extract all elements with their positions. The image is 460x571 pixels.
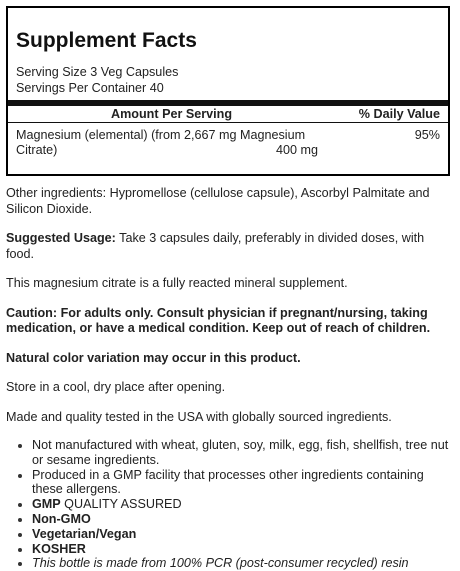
list-item-gmp xyxy=(32,497,454,512)
gmp-rest: QUALITY ASSURED xyxy=(60,497,182,512)
daily-value-header: % Daily Value xyxy=(358,107,440,121)
facts-header-row xyxy=(16,107,440,121)
nutrient-daily-value: 95% xyxy=(414,128,440,142)
nutrient-name: Magnesium (elemental) (from 2,667 mg Magnesium Citrate) xyxy=(16,128,306,157)
color-note: Natural color variation may occur in this product. xyxy=(6,350,301,365)
thin-divider xyxy=(8,122,448,123)
list-item-kosher: • KOSHER xyxy=(32,542,454,557)
serving-size: Serving Size 3 Veg Capsules xyxy=(16,65,179,79)
supplement-facts-panel xyxy=(6,6,450,176)
usage-text: Take 3 capsules daily, preferably in divided doses, with food. xyxy=(6,231,425,261)
suggested-usage xyxy=(6,231,454,262)
amount-per-serving-header: Amount Per Serving xyxy=(111,107,233,121)
list-item-allergens: • Not manufactured with wheat, gluten, soy, milk, egg, fish, shellfish, tree nut or sesame ingredients. xyxy=(32,438,454,468)
list-item-non-gmo: • Non-GMO xyxy=(32,512,454,527)
caution: Caution: For adults only. Consult physician if pregnant/nursing, taking medication, or have a medical condition. Keep out of reach of children. xyxy=(6,305,431,335)
usage-label: Suggested Usage: xyxy=(6,231,116,245)
gmp-bold: GMP xyxy=(32,497,61,512)
list-item-bottle: • This bottle is made from 100% PCR (post-consumer recycled) resin xyxy=(32,556,454,571)
storage: Store in a cool, dry place after opening. xyxy=(6,380,226,394)
feature-list xyxy=(6,438,454,571)
other-ingredients: Other ingredients: Hypromellose (cellulose capsule), Ascorbyl Palmitate and Silicon Dioxide. xyxy=(6,186,430,216)
made-in: Made and quality tested in the USA with globally sourced ingredients. xyxy=(6,409,392,424)
nutrient-amount: 400 mg xyxy=(276,143,319,157)
list-item-gmp-facility: • Produced in a GMP facility that processes other ingredients containing these allergens. xyxy=(32,468,454,498)
nutrient-row xyxy=(16,128,440,158)
description: This magnesium citrate is a fully reacted mineral supplement. xyxy=(6,276,348,290)
servings-per-container: Servings Per Container 40 xyxy=(16,80,164,95)
label-text xyxy=(6,186,454,571)
list-item-vegan: • Vegetarian/Vegan xyxy=(32,527,454,542)
thick-divider xyxy=(8,100,448,106)
serving-info xyxy=(16,65,440,96)
facts-title: Supplement Facts xyxy=(16,29,197,52)
